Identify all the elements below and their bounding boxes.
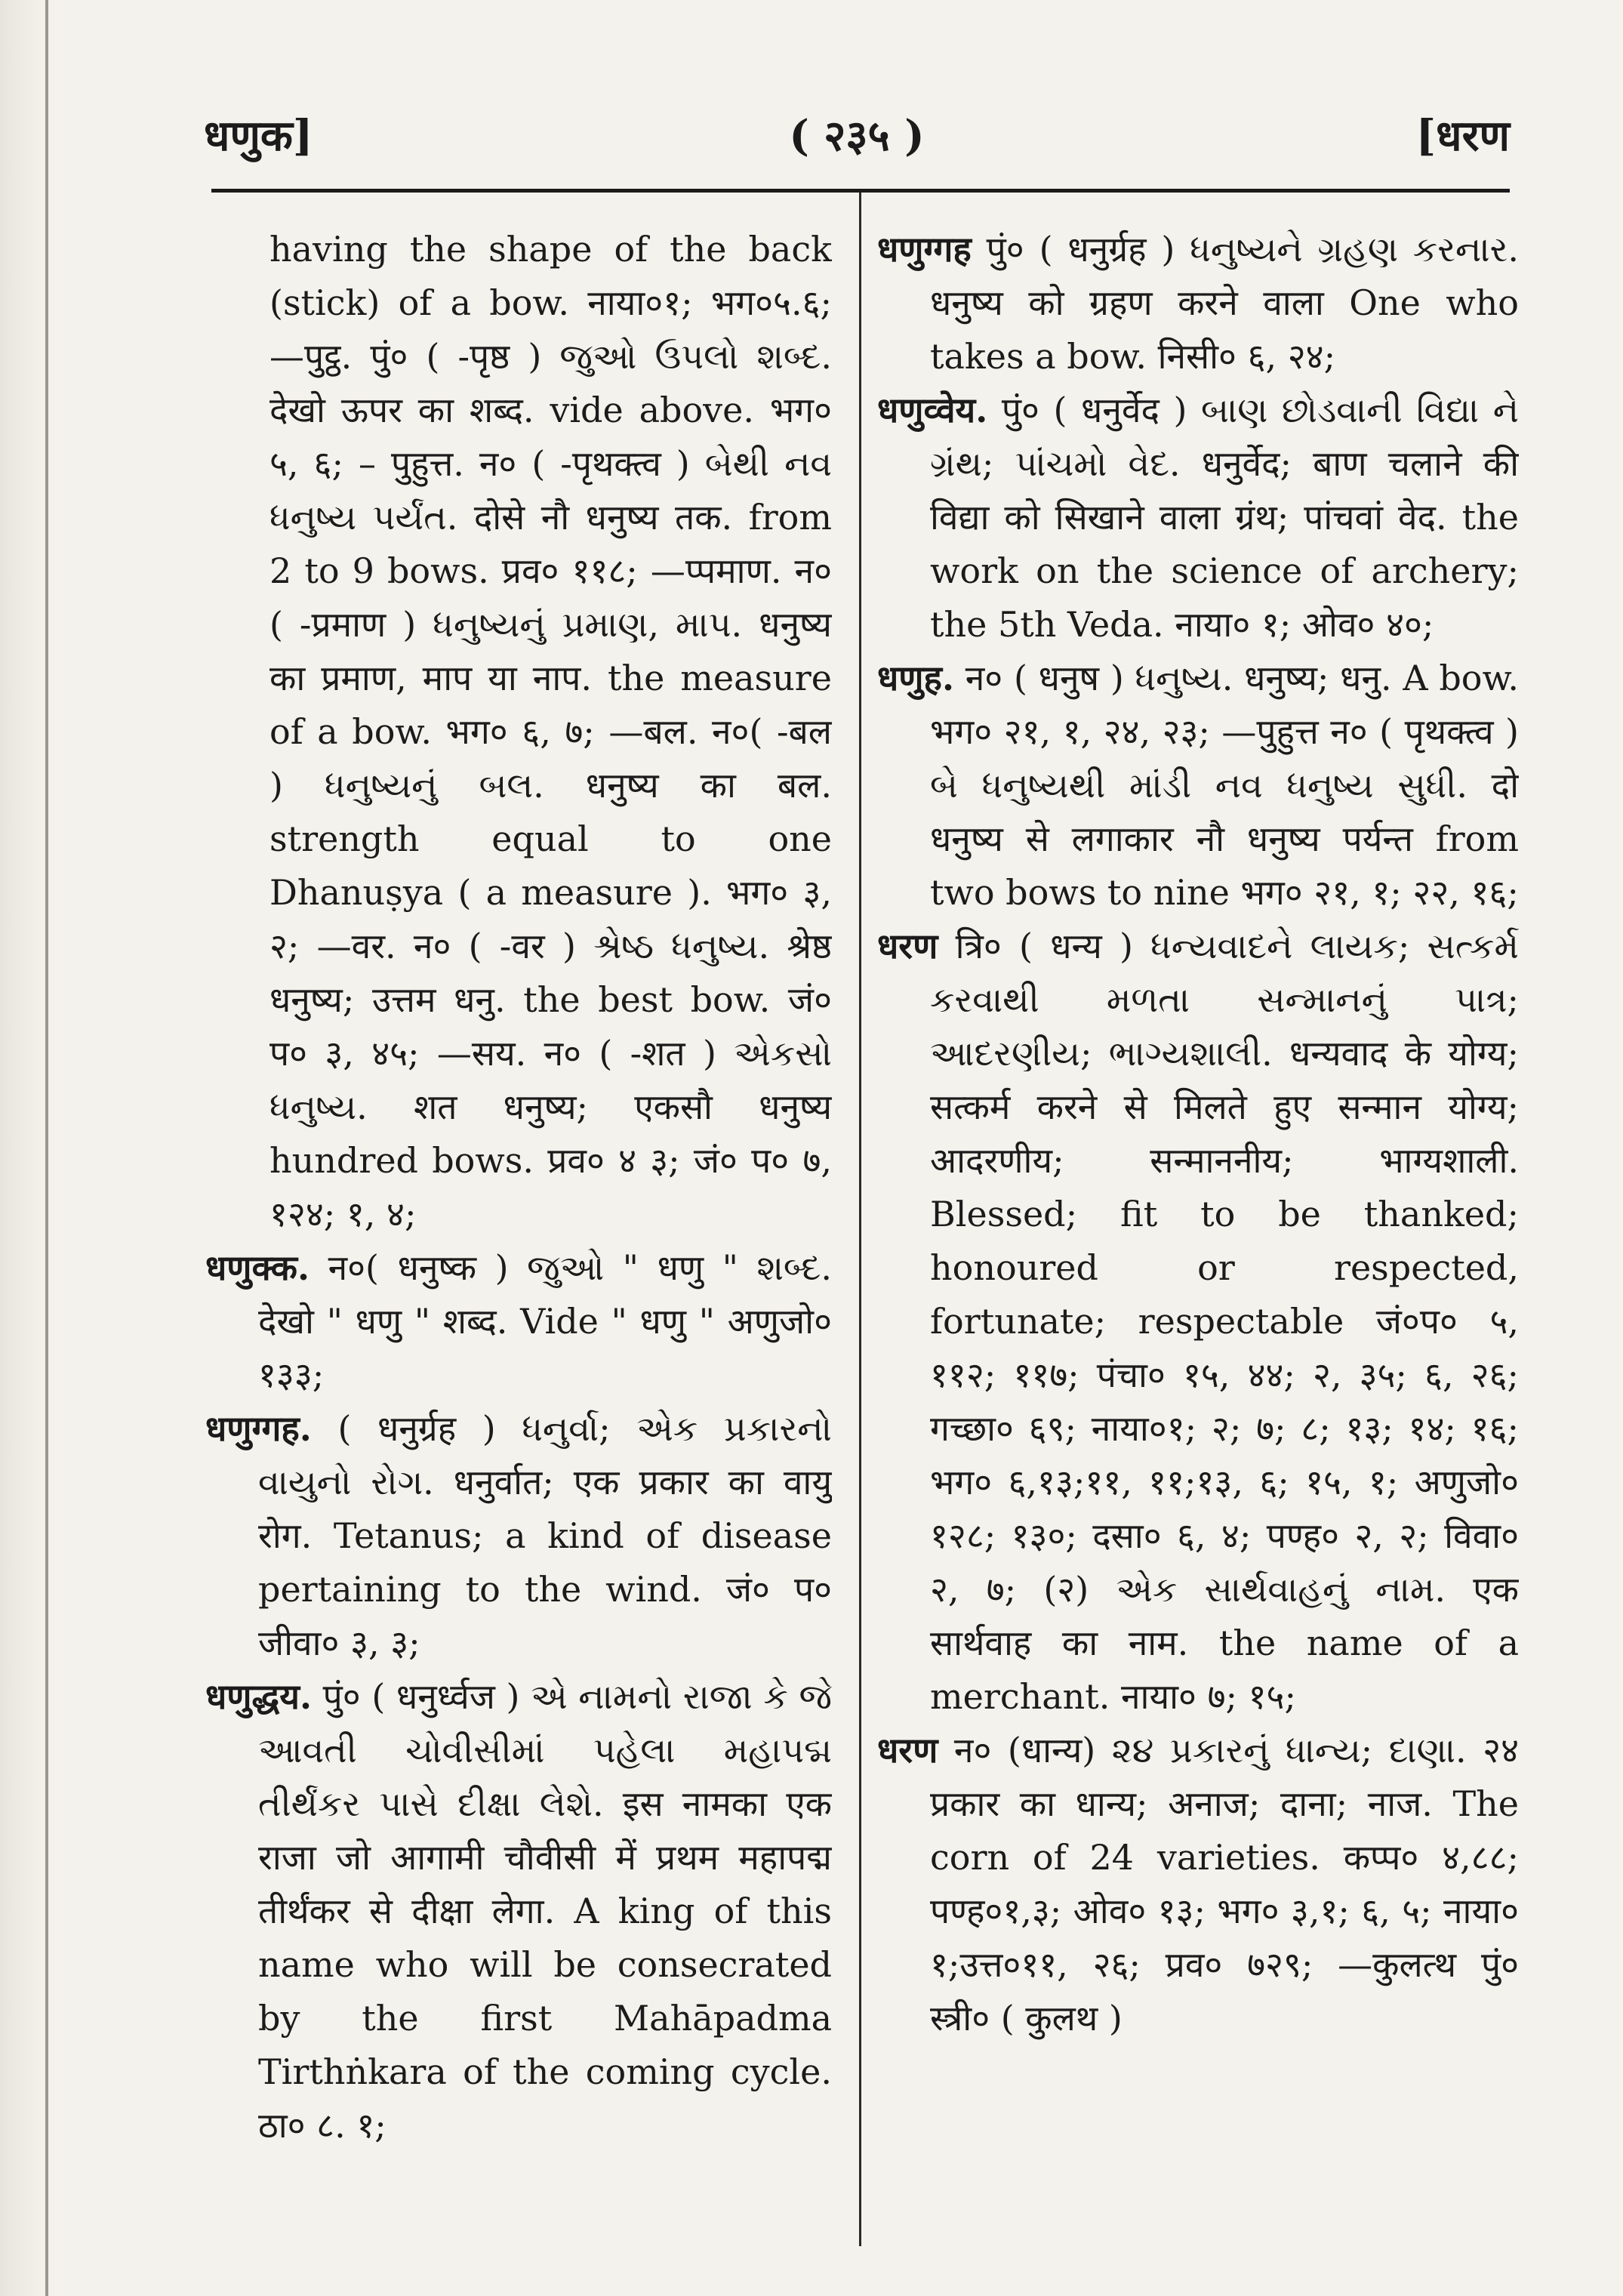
entry bbox=[877, 1724, 1519, 2045]
continuation-text: having the shape of the back (stick) of a bow. नाया०१; भग०५.६; —पुट्ठ. पुं० ( -पृष्ठ ) જુઓ ઉપલો શબ્દ. देखो ऊपर का शब्द. vide above. भग० ५, ६; – पुहुत्त. न० ( -पृथक्त्व ) બેથી નવ ધનુષ્ય પર્યંત. दोसे नौ धनुष्य तक. from 2 to 9 bows. प्रव० ११८; —प्पमाण. न० ( -प्रमाण ) ધનુષ્યનું પ્રમાણ, માપ. धनुष्य का प्रमाण, माप या नाप. the measure of a bow. भग० ६, ७; —बल. न०( -बल ) ધનુષ્યનું બલ. धनुष्य का बल. strength equal to one Dhanuṣya ( a measure ). भग० ३, २; —वर. न० ( -वर ) શ્રેષ્ઠ ધનુષ્ય. श्रेष्ठ धनुष्य; उत्तम धनु. the best bow. जं० प० ३, ४५; —सय. न० ( -शत ) એકસો ધનુષ્ય. शत धनुष्य; एकसौ धनुष्य hundred bows. प्रव० ४ ३; जं० प० ७, १२४; १, ४; bbox=[269, 229, 832, 1234]
header-left-guideword: धणुक] bbox=[204, 111, 313, 161]
page-header bbox=[204, 98, 1510, 159]
entry bbox=[877, 384, 1519, 652]
definition: न०( धनुष्क ) જુઓ " धणु " શબ્દ. देखो " धणु " शब्द. Vide " धणु " अणुजो० १३३; bbox=[258, 1247, 832, 1395]
definition: त्रि० ( धन्य ) ધન્યવાદને લાયક; સત્કર્મ કરવાથી મળતા સન્માનનું પાત્ર; આદરણીય; ભાગ્યશાલી. धन्यवाद के योग्य; सत्कर्म करने से मिलते हुए सन्मान योग्य; आदरणीय; सन्माननीय; भाग्यशाली. Blessed; fit to be thanked; honoured or respected, fortunate; respectable जं०प० ५, ११२; ११७; पंचा० १५, ४४; २, ३५; ६, २६; गच्छा० ६९; नाया०१; २; ७; ८; १३; १४; १६; भग० ६,१३;११, ११;१३, ६; १५, १; अणुजो० १२८; १३०; दसा० ६, ४; पण्ह० २, २; विवा० २, ७; (२) એક સાર્થવાહનું નામ. एक सार्थवाह का नाम. the name of a merchant. नाया० ७; १५; bbox=[930, 926, 1519, 1717]
left-column bbox=[205, 223, 832, 2276]
entry bbox=[205, 1670, 832, 2153]
definition: पुं० ( धनुर्ध्वज ) એ નામનો રાજા કે જે આવતી ચોવીસીમાં પહેલા મહાપદ્મ તીર્થંકર પાસે દીક્ષા લેશે. इस नामका एक राजा जो आगामी चौवीसी में प्रथम महापद्म तीर्थंकर से दीक्षा लेगा. A king of this name who will be consecrated by the first Mahāpadma Tirthṅkara of the coming cycle. ठा० ८. १; bbox=[258, 1676, 832, 2146]
binding-edge bbox=[45, 0, 48, 2296]
headword: धणुद्धय. bbox=[205, 1676, 312, 1717]
definition: न० ( धनुष ) ધનુષ્ય. धनुष्य; धनु. A bow. भग० २१, १, २४, २३; —पुहुत्त न० ( पृथक्त्व ) બે ધનુષ્યથી માંડી નવ ધનુષ્ય સુધી. दो धनुष्य से लगाकार नौ धनुष्य पर्यन्त from two bows to nine भग० २१, १; २२, १६; bbox=[930, 658, 1519, 913]
right-column bbox=[877, 223, 1519, 2276]
definition: ( धनुर्ग्रह ) ધનુર્વા; એક પ્રકારનો વાયુનો રોગ. धनुर्वात; एक प्रकार का वायु रोग. Tetanus; a kind of disease pertaining to the wind. जं० प० जीवा० ३, ३; bbox=[258, 1408, 832, 1663]
definition: पुं० ( धनुर्ग्रह ) ધનુષ્યને ગ્રહણ કરનાર. धनुष्य को ग्रहण करने वाला One who takes a bow. निसी० ६, २४; bbox=[930, 229, 1519, 377]
headword: धणुग्गह. bbox=[205, 1408, 312, 1449]
headword: धणुह. bbox=[877, 658, 954, 698]
entry bbox=[205, 1402, 832, 1670]
entry bbox=[877, 652, 1519, 920]
column-divider bbox=[859, 193, 861, 2246]
definition: पुं० ( धनुर्वेद ) બાણ છોડવાની વિદ્યા ને ગ્રંથ; પાંચમો વેદ. धनुर्वेद; बाण चलाने की विद्या को सिखाने वाला ग्रंथ; पांचवां वेद. the work on the science of archery; the 5th Veda. नाया० १; ओव० ४०; bbox=[930, 390, 1519, 645]
entry bbox=[877, 223, 1519, 384]
header-right-guideword: [धरण bbox=[1415, 111, 1510, 161]
entry bbox=[877, 920, 1519, 1724]
page-binding-shadow bbox=[0, 0, 59, 2296]
headword: धणुग्गह bbox=[877, 229, 972, 270]
headword: धरण bbox=[877, 1730, 938, 1771]
headword: धरण bbox=[877, 926, 938, 966]
headword: धणुक्क. bbox=[205, 1247, 310, 1288]
headword: धणुव्वेय. bbox=[877, 390, 988, 430]
page-number: ( २३५ ) bbox=[789, 111, 925, 161]
entry bbox=[205, 1241, 832, 1402]
definition: न० (धान्य) ૨૪ પ્રકારનું ધાન્ય; દાણા. २४ प्रकार का धान्य; अनाज; दाना; नाज. The corn of 24 varieties. कप्प० ४,८८; पण्ह०१,३; ओव० १३; भग० ३,१; ६, ५; नाया० १;उत्त०११, २६; प्रव० ७२९; —कुलत्थ पुं० स्त्री० ( कुलथ ) bbox=[930, 1730, 1519, 2039]
